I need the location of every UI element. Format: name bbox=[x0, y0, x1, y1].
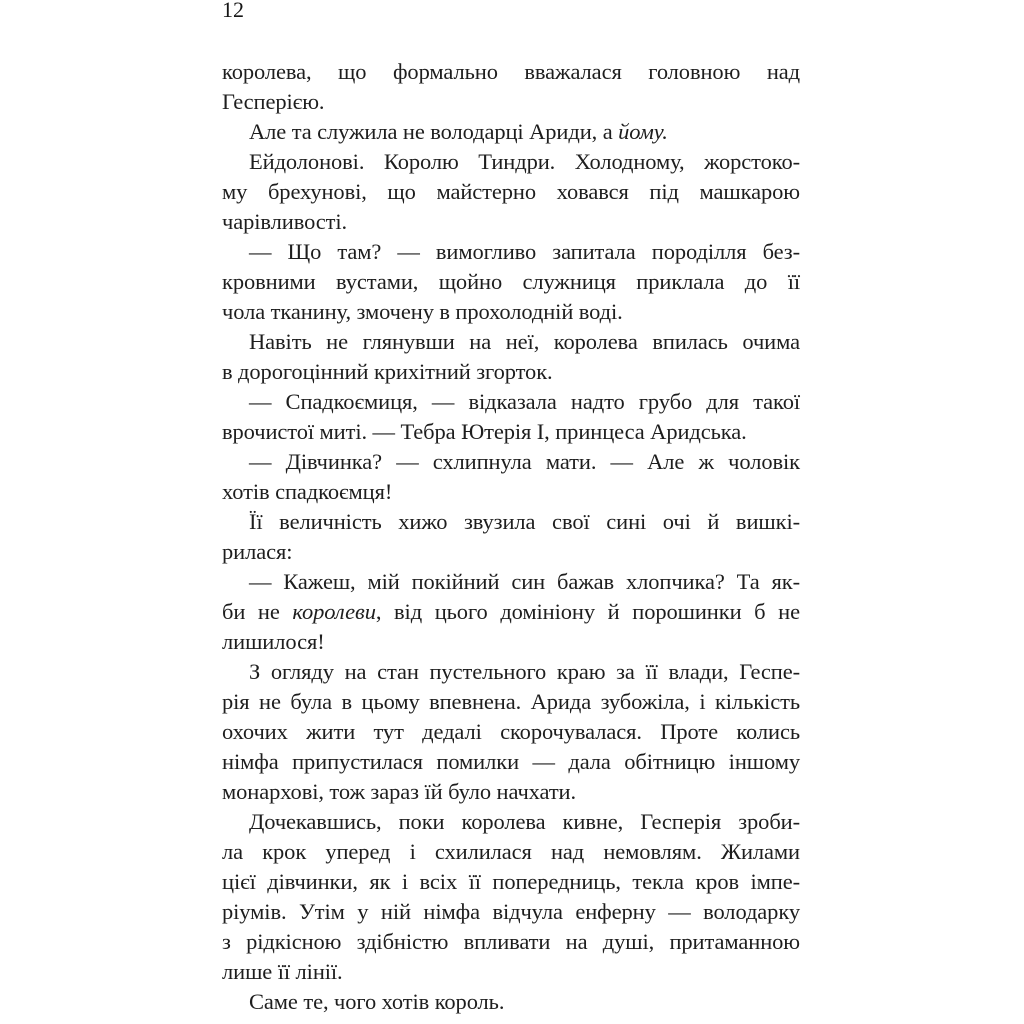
text-segment: — Що там? — вимогливо запитала породілля без- bbox=[249, 239, 800, 264]
paragraph bbox=[222, 567, 800, 657]
text-line bbox=[222, 237, 800, 267]
text-line bbox=[222, 507, 800, 537]
text-segment: лише її лінії. bbox=[222, 959, 343, 984]
text-line bbox=[222, 867, 800, 897]
text-line bbox=[222, 537, 800, 567]
text-line bbox=[222, 747, 800, 777]
text-segment: би не bbox=[222, 599, 293, 624]
text-segment: охочих жити тут дедалі скорочувалася. Проте колись bbox=[222, 719, 800, 744]
paragraph bbox=[222, 327, 800, 387]
text-segment: з рідкісною здібністю впливати на душі, притаманною bbox=[222, 929, 800, 954]
paragraph bbox=[222, 987, 800, 1017]
text-segment: Дочекавшись, поки королева кивне, Гесперія зроби- bbox=[249, 809, 800, 834]
text-segment: Ейдолонові. Королю Тиндри. Холодному, жорстоко- bbox=[249, 149, 800, 174]
text-segment: — Дівчинка? — схлипнула мати. — Але ж чоловік bbox=[249, 449, 800, 474]
text-line bbox=[222, 417, 800, 447]
text-line bbox=[222, 777, 800, 807]
paragraph bbox=[222, 807, 800, 987]
text-line bbox=[222, 267, 800, 297]
italic-text-segment: йому. bbox=[618, 119, 668, 144]
text-line bbox=[222, 297, 800, 327]
text-segment: ла крок уперед і схилилася над немовлям. Жилами bbox=[222, 839, 800, 864]
page-number: 12 bbox=[222, 0, 244, 22]
text-segment: , від цього домініону й порошинки б не bbox=[375, 599, 800, 624]
text-line bbox=[222, 597, 800, 627]
text-line bbox=[222, 117, 800, 147]
paragraph bbox=[222, 657, 800, 807]
text-line bbox=[222, 657, 800, 687]
text-segment: лишилося! bbox=[222, 629, 325, 654]
text-line bbox=[222, 207, 800, 237]
text-line bbox=[222, 477, 800, 507]
text-line bbox=[222, 447, 800, 477]
text-line bbox=[222, 807, 800, 837]
paragraph bbox=[222, 507, 800, 567]
paragraph bbox=[222, 147, 800, 237]
text-line bbox=[222, 327, 800, 357]
text-segment: Але та служила не володарці Ариди, а bbox=[249, 119, 619, 144]
text-segment: врочистої миті. — Тебра Ютерія І, принцеса Аридська. bbox=[222, 419, 747, 444]
text-segment: монархові, тож зараз їй було начхати. bbox=[222, 779, 577, 804]
text-segment: цієї дівчинки, як і всіх її попередниць, текла кров імпе- bbox=[222, 869, 800, 894]
text-segment: З огляду на стан пустельного краю за її влади, Геспе- bbox=[249, 659, 800, 684]
text-line bbox=[222, 357, 800, 387]
paragraph bbox=[222, 117, 800, 147]
text-segment: Її величність хижо звузила свої сині очі й вишкі- bbox=[249, 509, 800, 534]
text-segment: рилася: bbox=[222, 539, 293, 564]
text-line bbox=[222, 147, 800, 177]
text-line bbox=[222, 87, 800, 117]
text-segment: королева, що формально вважалася головною над bbox=[222, 59, 800, 84]
text-segment: рія не була в цьому впевнена. Арида зубожіла, і кількість bbox=[222, 689, 800, 714]
text-line bbox=[222, 927, 800, 957]
text-line bbox=[222, 687, 800, 717]
text-segment: кровними вустами, щойно служниця приклала до її bbox=[222, 269, 800, 294]
text-line bbox=[222, 627, 800, 657]
text-line bbox=[222, 897, 800, 927]
text-segment: німфа припустилася помилки — дала обітницю іншому bbox=[222, 749, 800, 774]
text-line bbox=[222, 567, 800, 597]
text-segment: в дорогоцінний крихітний згорток. bbox=[222, 359, 553, 384]
text-segment: хотів спадкоємця! bbox=[222, 479, 393, 504]
text-segment: ріумів. Утім у ній німфа відчула енферну — володарку bbox=[222, 899, 800, 924]
body-text bbox=[222, 57, 800, 1017]
text-line bbox=[222, 957, 800, 987]
text-segment: Навіть не глянувши на неї, королева впилась очима bbox=[249, 329, 800, 354]
paragraph bbox=[222, 447, 800, 507]
text-segment: — Кажеш, мій покійний син бажав хлопчика? Та як- bbox=[249, 569, 800, 594]
text-segment: му брехунові, що майстерно ховався під машкарою bbox=[222, 179, 800, 204]
italic-text-segment: королеви bbox=[292, 599, 376, 624]
text-line bbox=[222, 717, 800, 747]
text-segment: чарівливості. bbox=[222, 209, 348, 234]
text-line bbox=[222, 57, 800, 87]
paragraph bbox=[222, 57, 800, 117]
text-line bbox=[222, 837, 800, 867]
text-line bbox=[222, 387, 800, 417]
text-line bbox=[222, 987, 800, 1017]
text-segment: Саме те, чого хотів король. bbox=[249, 989, 505, 1014]
paragraph bbox=[222, 237, 800, 327]
text-segment: чола тканину, змочену в прохолодній воді. bbox=[222, 299, 623, 324]
text-segment: — Спадкоємиця, — відказала надто грубо для такої bbox=[249, 389, 800, 414]
text-segment: Гесперією. bbox=[222, 89, 325, 114]
paragraph bbox=[222, 387, 800, 447]
text-line bbox=[222, 177, 800, 207]
